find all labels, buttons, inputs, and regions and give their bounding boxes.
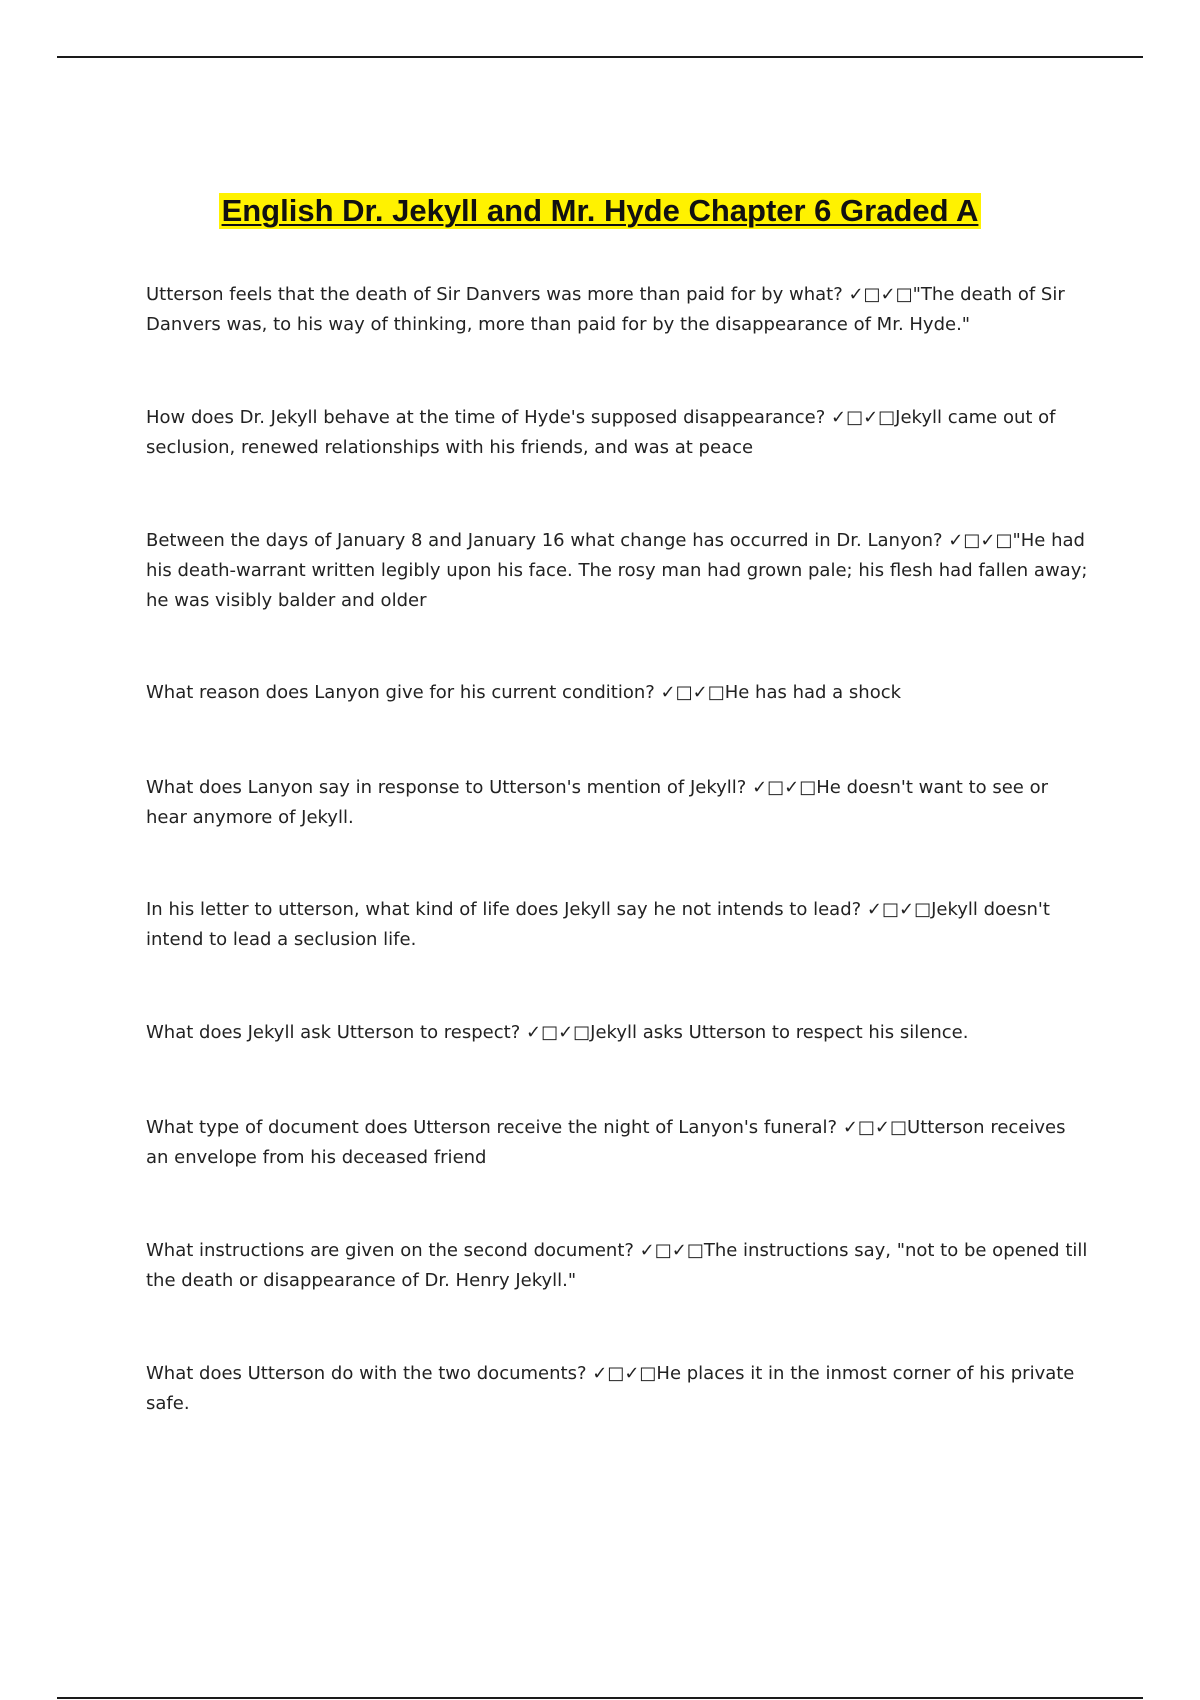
check-marker: ✓□✓□ (825, 407, 896, 428)
top-divider (57, 56, 1143, 58)
answer-text: Jekyll came out of seclusion, renewed relationships with his friends, and was at peace (146, 407, 1056, 458)
qa-item (146, 526, 1092, 616)
question-text: Between the days of January 8 and January 16 what change has occurred in Dr. Lanyon? (146, 530, 943, 551)
answer-text: He places it in the inmost corner of his private safe. (146, 1363, 1075, 1414)
check-marker: ✓□✓□ (837, 1117, 908, 1138)
question-text: What does Lanyon say in response to Utterson's mention of Jekyll? (146, 777, 747, 798)
answer-text: He doesn't want to see or hear anymore of Jekyll. (146, 777, 1049, 828)
answer-text: Jekyll asks Utterson to respect his silence. (590, 1022, 969, 1043)
question-text: What instructions are given on the second document? (146, 1240, 634, 1261)
question-text: What reason does Lanyon give for his current condition? (146, 682, 655, 703)
qa-item (146, 403, 1092, 463)
answer-text: Jekyll doesn't intend to lead a seclusion life. (146, 899, 1050, 950)
qa-item (146, 1236, 1092, 1296)
qa-item (146, 1018, 968, 1048)
answer-text: "He had his death-warrant written legibly upon his face. The rosy man had grown pale; his flesh had fallen away; he was visibly balder and older (146, 530, 1088, 611)
check-marker: ✓□✓□ (746, 777, 817, 798)
check-marker: ✓□✓□ (633, 1240, 704, 1261)
question-text: What does Utterson do with the two documents? (146, 1363, 587, 1384)
question-text: What does Jekyll ask Utterson to respect? (146, 1022, 521, 1043)
question-text: What type of document does Utterson receive the night of Lanyon's funeral? (146, 1117, 838, 1138)
qa-item (146, 280, 1092, 340)
qa-item (146, 895, 1092, 955)
answer-text: He has had a shock (724, 682, 902, 703)
check-marker: ✓□✓□ (861, 899, 932, 920)
check-marker: ✓□✓□ (520, 1022, 591, 1043)
qa-item (146, 678, 901, 708)
document-title: English Dr. Jekyll and Mr. Hyde Chapter 6 Graded A (219, 193, 982, 229)
answer-text: The instructions say, "not to be opened till the death or disappearance of Dr. Henry Jekyll." (146, 1240, 1088, 1291)
title-container (0, 193, 1200, 229)
answer-text: Utterson receives an envelope from his deceased friend (146, 1117, 1066, 1168)
question-text: How does Dr. Jekyll behave at the time of Hyde's supposed disappearance? (146, 407, 826, 428)
check-marker: ✓□✓□ (942, 530, 1013, 551)
qa-item (146, 1359, 1092, 1419)
question-text: Utterson feels that the death of Sir Danvers was more than paid for by what? (146, 284, 843, 305)
check-marker: ✓□✓□ (586, 1363, 657, 1384)
bottom-divider (57, 1697, 1143, 1699)
question-text: In his letter to utterson, what kind of life does Jekyll say he not intends to lead? (146, 899, 862, 920)
qa-item (146, 1113, 1092, 1173)
check-marker: ✓□✓□ (842, 284, 913, 305)
qa-item (146, 773, 1092, 833)
check-marker: ✓□✓□ (654, 682, 725, 703)
answer-text: "The death of Sir Danvers was, to his way of thinking, more than paid for by the disappearance of Mr. Hyde." (146, 284, 1065, 335)
